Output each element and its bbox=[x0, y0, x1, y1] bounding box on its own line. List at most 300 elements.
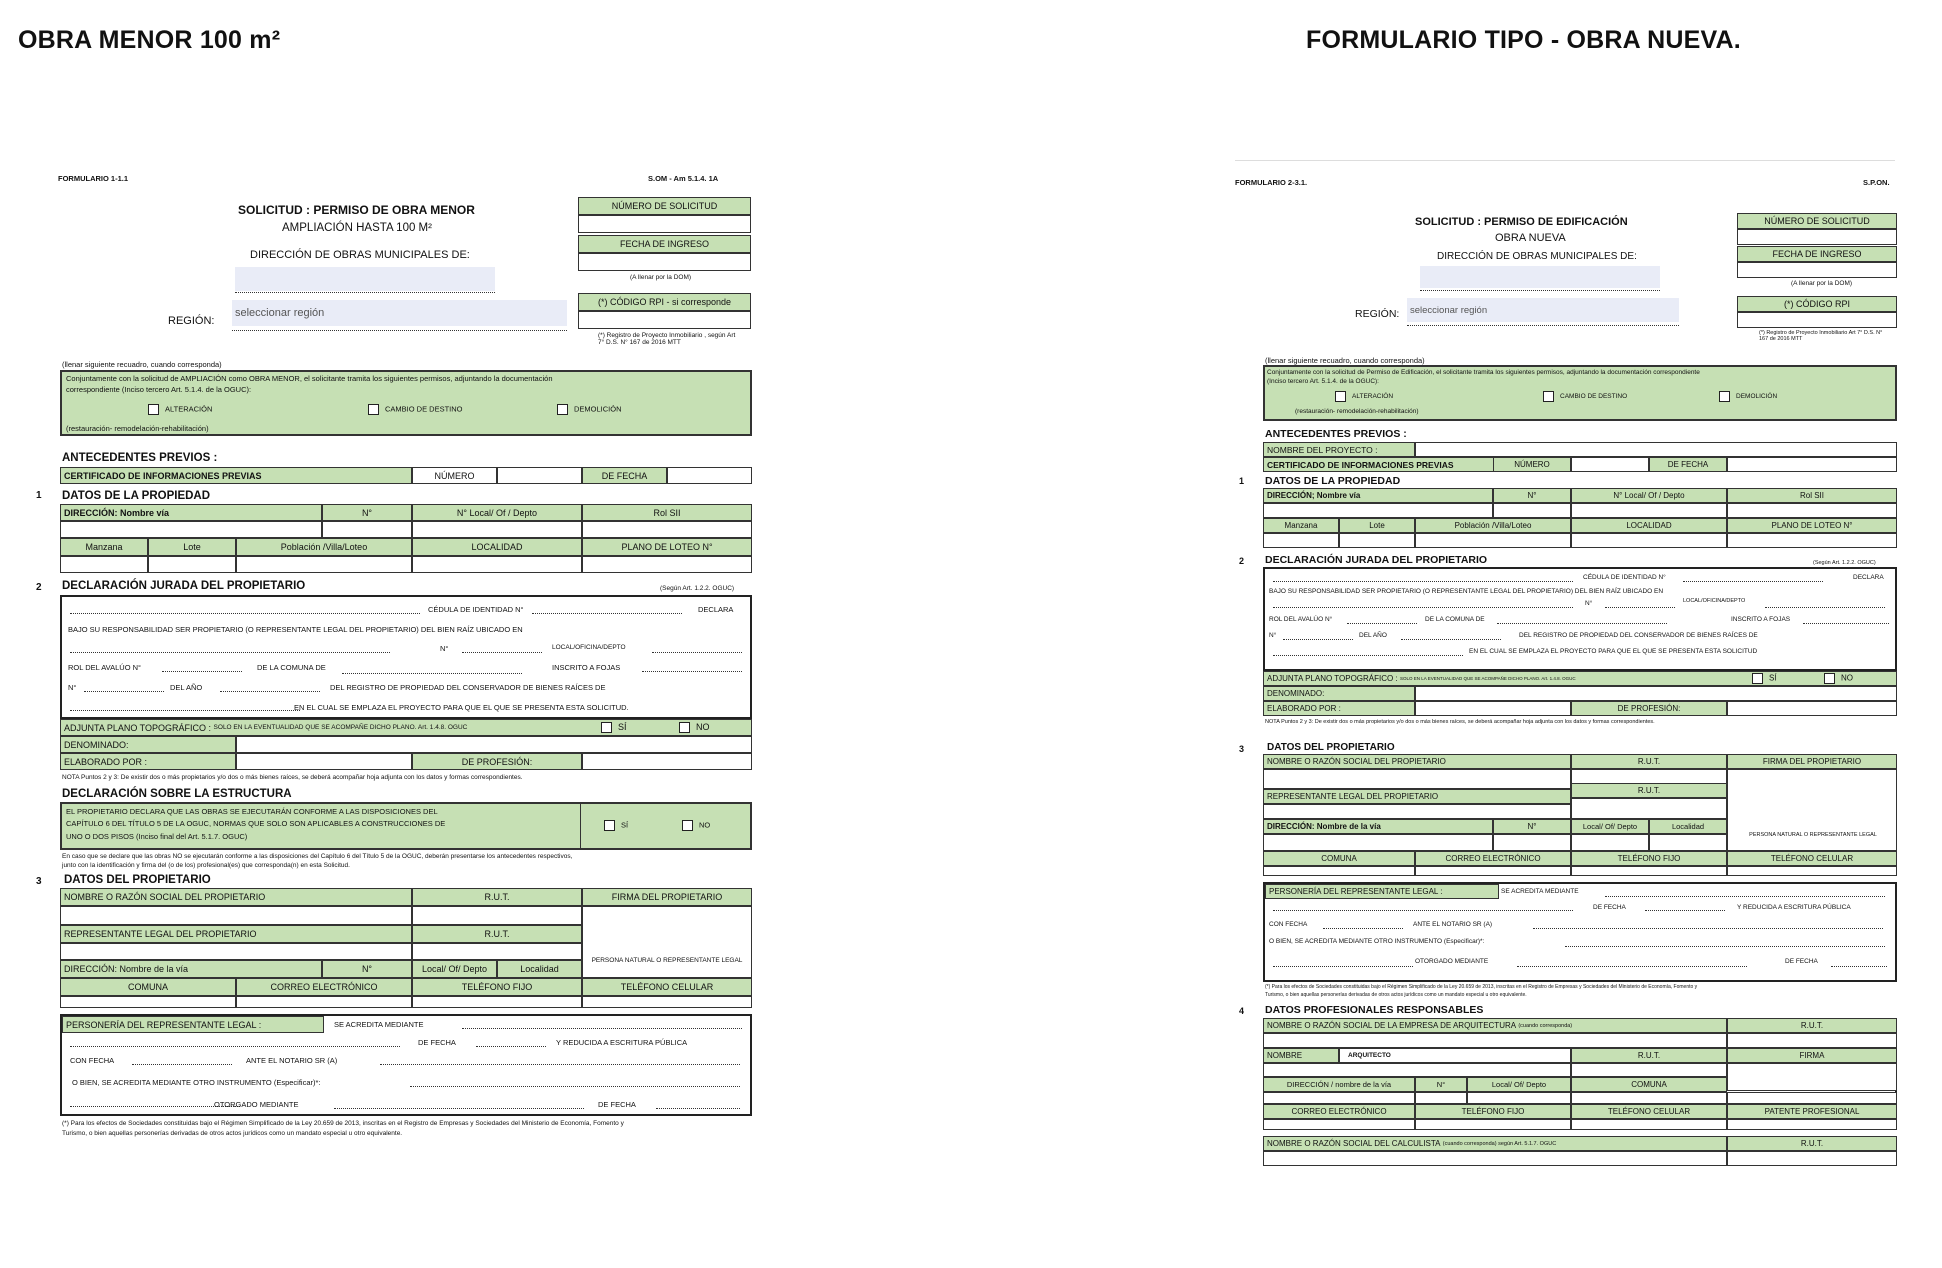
localidad-label: LOCALIDAD bbox=[412, 538, 582, 556]
profesion-label: DE PROFESIÓN: bbox=[412, 753, 582, 770]
numero-solicitud-field[interactable] bbox=[1737, 229, 1897, 245]
dj-name-line bbox=[70, 613, 420, 614]
profesion-field[interactable] bbox=[582, 753, 752, 770]
llenar-dom-note: (A llenar por la DOM) bbox=[630, 274, 692, 281]
form-subtitle: AMPLIACIÓN HASTA 100 M² bbox=[282, 222, 432, 234]
dj-n-label: N° bbox=[1585, 600, 1593, 607]
dj-anio-label: DEL AÑO bbox=[170, 683, 203, 692]
plano-loteo-label: PLANO DE LOTEO N° bbox=[1727, 518, 1897, 533]
restauracion-note: (restauración- remodelación-rehabilitación) bbox=[1295, 408, 1419, 415]
fono-fijo-field[interactable] bbox=[1571, 866, 1727, 876]
dir2-field[interactable] bbox=[1263, 1092, 1415, 1104]
rol-field[interactable] bbox=[582, 521, 752, 538]
dj-anio-line bbox=[1401, 639, 1501, 640]
nombre-razon-field[interactable] bbox=[60, 906, 412, 925]
dir-via-label: DIRECCIÓN: Nombre de la vía bbox=[1263, 819, 1493, 834]
dj-responsabilidad: BAJO SU RESPONSABILIDAD SER PROPIETARIO (O REPRESENTANTE LEGAL DEL PROPIETARIO) DEL BIEN RAÍZ UBICADO EN bbox=[1269, 588, 1664, 595]
segun-note: (Según Art. 1.2.2. OGUC) bbox=[660, 585, 735, 592]
acredita-line bbox=[1605, 896, 1885, 897]
section-4-heading: DATOS PROFESIONALES RESPONSABLES bbox=[1265, 1004, 1484, 1016]
empresa-cuando: (cuando corresponda) bbox=[1518, 1022, 1573, 1029]
permisos-text: Conjuntamente con la solicitud de AMPLIACIÓN como OBRA MENOR, el solicitante tramita los siguientes permisos, adjuntando la documentación bbox=[66, 374, 553, 383]
comuna-field[interactable] bbox=[60, 996, 236, 1008]
correo-label: CORREO ELECTRÓNICO bbox=[236, 978, 412, 996]
localidad-field[interactable] bbox=[412, 556, 582, 573]
dj-name-line bbox=[1273, 581, 1573, 582]
segun-note: (Según Art. 1.2.2. OGUC) bbox=[1813, 560, 1876, 566]
form-ref: S.OM - Am 5.1.4. 1A bbox=[648, 174, 719, 183]
fono-cel-field[interactable] bbox=[1727, 866, 1897, 876]
dir-n-field[interactable] bbox=[1493, 834, 1571, 851]
otorgado-fecha-line bbox=[656, 1108, 740, 1109]
plano-loteo-label: PLANO DE LOTEO N° bbox=[582, 538, 752, 556]
profesion-field[interactable] bbox=[1727, 701, 1897, 716]
notario-line bbox=[380, 1064, 740, 1065]
dir2-label: DIRECCIÓN / nombre de la vía bbox=[1263, 1077, 1415, 1092]
cambio-destino-checkbox[interactable] bbox=[368, 404, 379, 415]
acredita-line-2 bbox=[1273, 910, 1573, 911]
codigo-rpi-label: (*) CÓDIGO RPI - si corresponde bbox=[578, 293, 751, 311]
dj-n2-label: N° bbox=[68, 683, 77, 692]
dj-fojas-label: INSCRITO A FOJAS bbox=[1731, 616, 1791, 623]
poblacion-field[interactable] bbox=[236, 556, 412, 573]
personeria-fecha-line bbox=[476, 1046, 546, 1047]
rol-label: Rol SII bbox=[582, 504, 752, 521]
dir-via-field[interactable] bbox=[1263, 834, 1493, 851]
firma-label: FIRMA DEL PROPIETARIO bbox=[582, 888, 752, 906]
adjunta-no-option[interactable] bbox=[1824, 673, 1853, 684]
dir-via-label: DIRECCIÓN: Nombre de la vía bbox=[60, 960, 322, 978]
nota-23: NOTA Puntos 2 y 3: De existir dos o más propietarios y/o dos o más bienes raíces, se deberá acompañar hoja adjunta con los datos y formas correspondientes. bbox=[62, 774, 523, 781]
firma-label: FIRMA DEL PROPIETARIO bbox=[1727, 754, 1897, 769]
lote-label: Lote bbox=[148, 538, 236, 556]
dj-responsabilidad: BAJO SU RESPONSABILIDAD SER PROPIETARIO (O REPRESENTANTE LEGAL DEL PROPIETARIO) DEL BIEN RAÍZ UBICADO EN bbox=[68, 625, 523, 634]
localidad-label: LOCALIDAD bbox=[1571, 518, 1727, 533]
dj-local-label: LOCAL/OFICINA/DEPTO bbox=[552, 644, 626, 651]
notario-label: ANTE EL NOTARIO SR (A) bbox=[1413, 921, 1493, 928]
section-3-heading: DATOS DEL PROPIETARIO bbox=[1267, 742, 1395, 753]
adjunta-no-checkbox[interactable] bbox=[679, 722, 690, 733]
section-4-number: 4 bbox=[1239, 1006, 1245, 1016]
dir-localidad-label: Localidad bbox=[497, 960, 582, 978]
poblacion-label: Población /Villa/Loteo bbox=[236, 538, 412, 556]
codigo-rpi-field[interactable] bbox=[578, 311, 751, 329]
estructura-line-3: UNO O DOS PISOS (Inciso final del Art. 5.1.7. OGUC) bbox=[66, 832, 248, 841]
firma-field[interactable] bbox=[582, 906, 752, 978]
form-subtitle: OBRA NUEVA bbox=[1495, 232, 1566, 244]
adjunta-no-checkbox[interactable] bbox=[1824, 673, 1835, 684]
calculista-rut-label: R.U.T. bbox=[1727, 1136, 1897, 1151]
empresa-label bbox=[1263, 1018, 1727, 1033]
form-ref: S.P.ON. bbox=[1863, 178, 1890, 187]
alteracion-checkbox[interactable] bbox=[1335, 391, 1346, 402]
numero-solicitud-field[interactable] bbox=[578, 215, 751, 233]
region-select[interactable]: seleccionar región bbox=[1407, 298, 1679, 322]
estructura-note-1: En caso que se declare que las obras NO se ejecutarán conforme a las disposiciones del Capítulo 6 del Título 5 de la OGUC, deberán presentarse los antecedentes respectivos, bbox=[62, 853, 573, 860]
denominado-label: DENOMINADO: bbox=[60, 736, 236, 753]
section-2-number: 2 bbox=[1239, 556, 1245, 566]
denominado-field[interactable] bbox=[236, 736, 752, 753]
dj-n-line bbox=[1605, 607, 1675, 608]
fono-cel-label: TELÉFONO CELULAR bbox=[582, 978, 752, 996]
dj-address-line bbox=[70, 652, 390, 653]
estructura-no-checkbox[interactable] bbox=[682, 820, 693, 831]
declaracion-box bbox=[60, 595, 752, 719]
dj-local-label: LOCAL/OFICINA/DEPTO bbox=[1683, 598, 1746, 604]
numero-solicitud-label: NÚMERO DE SOLICITUD bbox=[578, 197, 751, 215]
rep-rut-field[interactable] bbox=[412, 943, 582, 960]
arq-correo-field[interactable] bbox=[1263, 1119, 1415, 1130]
antecedentes-heading: ANTECEDENTES PREVIOS : bbox=[1265, 428, 1407, 440]
dir2-local-field[interactable] bbox=[1467, 1092, 1571, 1104]
adjunta-si-option[interactable] bbox=[601, 722, 627, 733]
profesion-label: DE PROFESIÓN: bbox=[1571, 701, 1727, 716]
dir-local-label: Local/ Of/ Depto bbox=[1571, 819, 1649, 834]
arq-fono-fijo-label: TELÉFONO FIJO bbox=[1415, 1104, 1571, 1119]
dj-cedula-line bbox=[1683, 581, 1823, 582]
estructura-no-label: NO bbox=[699, 820, 711, 830]
estructura-si-checkbox[interactable] bbox=[604, 820, 615, 831]
cip-fecha-label: DE FECHA bbox=[582, 467, 667, 484]
dj-comuna-line bbox=[1497, 623, 1667, 624]
manzana-field[interactable] bbox=[60, 556, 148, 573]
form-title: SOLICITUD : PERMISO DE EDIFICACIÓN bbox=[1415, 216, 1628, 228]
region-label: REGIÓN: bbox=[168, 315, 215, 327]
dj-n2-label: N° bbox=[1269, 632, 1277, 639]
denominado-label: DENOMINADO: bbox=[1263, 686, 1415, 701]
dir2-local-label: Local/ Of/ Depto bbox=[1467, 1077, 1571, 1092]
dir2-n-label: N° bbox=[1415, 1077, 1467, 1092]
form-code: FORMULARIO 2-3.1. bbox=[1235, 178, 1308, 187]
adjunta-no-option[interactable] bbox=[679, 722, 710, 733]
demolicion-option[interactable] bbox=[557, 404, 622, 415]
footnote-1: (*) Para los efectos de Sociedades constituidas bajo el Régimen Simplificado de la Ley 20.659 de 2013, inscritas en el Registro de Empresas y Sociedades del Ministerio de Economía, Fomento y bbox=[1265, 984, 1698, 990]
adjunta-no-label: NO bbox=[1841, 673, 1853, 683]
dir-local-field[interactable] bbox=[1571, 834, 1649, 851]
permisos-text-2: correspondiente (Inciso tercero Art. 5.1.4. de la OGUC): bbox=[66, 385, 252, 394]
dom-underline bbox=[235, 292, 495, 293]
con-fecha-line bbox=[132, 1064, 232, 1065]
left-form bbox=[0, 170, 800, 1230]
adjunta-plano-note: SOLO EN LA EVENTUALIDAD QUE SE ACOMPAÑE DICHO PLANO. Art. 1.4.8. OGUC bbox=[213, 724, 468, 731]
dj-fojas-line bbox=[1803, 623, 1889, 624]
llenar-dom-note: (A llenar por la DOM) bbox=[1791, 280, 1853, 287]
calculista-field[interactable] bbox=[1263, 1151, 1727, 1166]
dom-label: DIRECCIÓN DE OBRAS MUNICIPALES DE: bbox=[1437, 251, 1637, 262]
firma-field[interactable] bbox=[1727, 769, 1897, 851]
estructura-divider bbox=[580, 804, 581, 850]
antecedentes-heading: ANTECEDENTES PREVIOS : bbox=[62, 452, 218, 464]
local-field[interactable] bbox=[412, 521, 582, 538]
section-1-number: 1 bbox=[1239, 476, 1245, 486]
arq-firma-field[interactable] bbox=[1727, 1063, 1897, 1091]
cip-fecha-label: DE FECHA bbox=[1649, 457, 1727, 472]
llenar-recuadro: (llenar siguiente recuadro, cuando corresponda) bbox=[1265, 356, 1425, 365]
acredita-line bbox=[462, 1028, 742, 1029]
section-3-heading: DATOS DEL PROPIETARIO bbox=[64, 874, 211, 886]
dj-anio-line bbox=[220, 691, 320, 692]
adjunta-plano-row bbox=[60, 719, 752, 736]
form-title: SOLICITUD : PERMISO DE OBRA MENOR bbox=[238, 203, 475, 217]
fono-fijo-field[interactable] bbox=[412, 996, 582, 1008]
dir-local-label: Local/ Of/ Depto bbox=[412, 960, 497, 978]
personeria-fecha-label: DE FECHA bbox=[1593, 904, 1626, 911]
dj-declara: DECLARA bbox=[1853, 574, 1884, 581]
cambio-destino-option[interactable] bbox=[1543, 391, 1627, 402]
cip-numero-label: NÚMERO bbox=[1493, 457, 1571, 472]
permisos-box bbox=[60, 370, 752, 436]
patente-label: PATENTE PROFESIONAL bbox=[1727, 1104, 1897, 1119]
rol-field[interactable] bbox=[1727, 503, 1897, 518]
alteracion-label: ALTERACIÓN bbox=[165, 404, 213, 414]
calculista-rut-field[interactable] bbox=[1727, 1151, 1897, 1166]
manzana-label: Manzana bbox=[60, 538, 148, 556]
codigo-rpi-field[interactable] bbox=[1737, 312, 1897, 328]
dom-input[interactable] bbox=[1420, 266, 1660, 288]
dj-declara: DECLARA bbox=[698, 605, 734, 614]
reducida-label: Y REDUCIDA A ESCRITURA PÚBLICA bbox=[1737, 904, 1851, 911]
dj-cedula-label: CÉDULA DE IDENTIDAD N° bbox=[1583, 574, 1666, 581]
fono-fijo-label: TELÉFONO FIJO bbox=[412, 978, 582, 996]
localidad-field[interactable] bbox=[1571, 533, 1727, 548]
numero-field[interactable] bbox=[322, 521, 412, 538]
nombre-razon-field[interactable] bbox=[1263, 769, 1571, 789]
adjunta-si-checkbox[interactable] bbox=[601, 722, 612, 733]
denominado-field[interactable] bbox=[1415, 686, 1897, 701]
fecha-ingreso-label: FECHA DE INGRESO bbox=[578, 235, 751, 253]
cambio-destino-checkbox[interactable] bbox=[1543, 391, 1554, 402]
cip-numero-field[interactable] bbox=[1571, 457, 1649, 472]
dj-comuna-line bbox=[342, 673, 522, 674]
fono-fijo-label: TELÉFONO FIJO bbox=[1571, 851, 1727, 866]
rut-label: R.U.T. bbox=[1571, 754, 1727, 769]
dir-localidad-label: Localidad bbox=[1649, 819, 1727, 834]
personeria-label: PERSONERÍA DEL REPRESENTANTE LEGAL : bbox=[62, 1016, 324, 1033]
local-label: N° Local/ Of / Depto bbox=[1571, 488, 1727, 503]
numero-field[interactable] bbox=[1493, 503, 1571, 518]
cambio-destino-option[interactable] bbox=[368, 404, 463, 415]
dj-rol-line bbox=[162, 671, 242, 672]
dir2-n-field[interactable] bbox=[1415, 1092, 1467, 1104]
rep-rut-label: R.U.T. bbox=[412, 925, 582, 943]
dir-n-label: N° bbox=[322, 960, 412, 978]
demolicion-label: DEMOLICIÓN bbox=[574, 404, 622, 414]
adjunta-no-label: NO bbox=[696, 721, 710, 732]
acredita-line-2 bbox=[70, 1046, 400, 1047]
dj-conservador-line bbox=[1273, 655, 1463, 656]
codigo-rpi-label: (*) CÓDIGO RPI bbox=[1737, 296, 1897, 312]
dj-rol-label: ROL DEL AVALÚO N° bbox=[68, 663, 142, 672]
dj-rol-label: ROL DEL AVALÚO N° bbox=[1269, 616, 1333, 623]
arq-rut-label: R.U.T. bbox=[1571, 1048, 1727, 1063]
poblacion-label: Población /Villa/Loteo bbox=[1415, 518, 1571, 533]
alteracion-option[interactable] bbox=[148, 404, 212, 415]
footnote-1: (*) Para los efectos de Sociedades constituidas bajo el Régimen Simplificado de la Ley 20.659 de 2013, inscritas en el Registro de Empresas y Sociedades del Ministerio de Economía, Fomento y bbox=[62, 1120, 624, 1127]
lote-field[interactable] bbox=[1339, 533, 1415, 548]
rpi-note: (*) Registro de Proyecto Inmobiliario Art 7° D.S. N° 167 de 2016 MTT bbox=[1759, 330, 1883, 342]
otorgado-line bbox=[334, 1108, 584, 1109]
otorgado-label: OTORGADO MEDIANTE bbox=[214, 1100, 299, 1109]
personeria-label: PERSONERÍA DEL REPRESENTANTE LEGAL : bbox=[1265, 884, 1499, 899]
otro-instrumento-label: O BIEN, SE ACREDITA MEDIANTE OTRO INSTRUMENTO (Especificar)*: bbox=[1269, 938, 1485, 945]
otorgado-line bbox=[1517, 966, 1747, 967]
footnote-2: Turismo, o bien aquellas personerías derivadas de otros actos jurídicos como un mandato especial u otro equivalente. bbox=[62, 1130, 403, 1137]
rep-legal-field[interactable] bbox=[60, 943, 412, 960]
dir-localidad-field[interactable] bbox=[1649, 834, 1727, 851]
dir2-comuna-label: COMUNA bbox=[1571, 1077, 1727, 1092]
cambio-destino-label: CAMBIO DE DESTINO bbox=[1560, 393, 1628, 401]
acredita-label: SE ACREDITA MEDIANTE bbox=[1501, 888, 1579, 895]
declaracion-box bbox=[1263, 567, 1897, 671]
otorgado-fecha-line bbox=[1831, 966, 1887, 967]
demolicion-checkbox[interactable] bbox=[557, 404, 568, 415]
patente-field[interactable] bbox=[1727, 1119, 1897, 1130]
demolicion-label: DEMOLICIÓN bbox=[1736, 393, 1778, 401]
dj-local-line bbox=[1765, 607, 1885, 608]
dj-emplaza: EN EL CUAL SE EMPLAZA EL PROYECTO PARA QUE EL QUE SE PRESENTA ESTA SOLICITUD bbox=[1469, 648, 1758, 655]
comuna-label: COMUNA bbox=[60, 978, 236, 996]
arq-fono-fijo-field[interactable] bbox=[1415, 1119, 1571, 1130]
empresa-rut-label: R.U.T. bbox=[1727, 1018, 1897, 1033]
demolicion-option[interactable] bbox=[1719, 391, 1777, 402]
dir2-extra-field[interactable] bbox=[1727, 1092, 1897, 1104]
adjunta-plano-label: ADJUNTA PLANO TOPOGRÁFICO : bbox=[1267, 674, 1398, 683]
dj-fojas-label: INSCRITO A FOJAS bbox=[552, 663, 621, 672]
arquitecto-label: ARQUITECTO bbox=[1339, 1048, 1571, 1063]
cip-fecha-field[interactable] bbox=[667, 467, 752, 484]
region-underline bbox=[1407, 325, 1679, 326]
rep-rut-label: R.U.T. bbox=[1571, 783, 1727, 798]
persona-natural-note: PERSONA NATURAL O REPRESENTANTE LEGAL bbox=[1749, 832, 1877, 838]
dj-n2-line bbox=[84, 691, 164, 692]
nombre-proyecto-field[interactable] bbox=[1415, 442, 1897, 457]
fecha-ingreso-field[interactable] bbox=[1737, 262, 1897, 278]
dj-n-line bbox=[462, 652, 542, 653]
section-3-number: 3 bbox=[36, 876, 42, 887]
arq-rut-field[interactable] bbox=[1571, 1063, 1727, 1077]
rep-legal-field[interactable] bbox=[1263, 804, 1571, 819]
dom-underline bbox=[1420, 290, 1660, 291]
manzana-field[interactable] bbox=[1263, 533, 1339, 548]
fecha-ingreso-field[interactable] bbox=[578, 253, 751, 271]
empresa-field[interactable] bbox=[1263, 1033, 1727, 1048]
nombre-proyecto-label: NOMBRE DEL PROYECTO : bbox=[1263, 442, 1415, 457]
dj-address-line bbox=[1273, 607, 1573, 608]
dom-label: DIRECCIÓN DE OBRAS MUNICIPALES DE: bbox=[250, 249, 470, 261]
fecha-ingreso-label: FECHA DE INGRESO bbox=[1737, 246, 1897, 262]
adjunta-si-option[interactable] bbox=[1752, 673, 1777, 684]
plano-loteo-field[interactable] bbox=[582, 556, 752, 573]
calculista-label bbox=[1263, 1136, 1727, 1151]
estructura-box bbox=[60, 802, 752, 850]
demolicion-checkbox[interactable] bbox=[1719, 391, 1730, 402]
calculista-label-text: NOMBRE O RAZÓN SOCIAL DEL CALCULISTA bbox=[1267, 1139, 1441, 1148]
adjunta-si-label: SÍ bbox=[618, 721, 627, 732]
dj-registro-label: DEL REGISTRO DE PROPIEDAD DEL CONSERVADOR DE BIENES RAÍCES DE bbox=[1519, 632, 1758, 639]
empresa-label-text: NOMBRE O RAZÓN SOCIAL DE LA EMPRESA DE ARQUITECTURA bbox=[1267, 1021, 1517, 1030]
manzana-label: Manzana bbox=[1263, 518, 1339, 533]
dj-registro-label: DEL REGISTRO DE PROPIEDAD DEL CONSERVADOR DE BIENES RAÍCES DE bbox=[330, 683, 606, 692]
region-label: REGIÓN: bbox=[1355, 308, 1400, 320]
rep-rut-field[interactable] bbox=[1571, 798, 1727, 819]
estructura-no-option[interactable] bbox=[682, 820, 710, 831]
alteracion-checkbox[interactable] bbox=[148, 404, 159, 415]
dj-n-label: N° bbox=[440, 644, 449, 653]
estructura-si-label: SÍ bbox=[621, 820, 629, 830]
estructura-note-2: junto con la identificación y firma del (o de los) profesional(es) que corresponda(n) en esta Solicitud. bbox=[62, 862, 350, 869]
lote-field[interactable] bbox=[148, 556, 236, 573]
poblacion-field[interactable] bbox=[1415, 533, 1571, 548]
numero-label: N° bbox=[322, 504, 412, 521]
dj-rol-line bbox=[1347, 623, 1417, 624]
adjunta-plano-note: SOLO EN LA EVENTUALIDAD QUE SE ACOMPAÑE DICHO PLANO. Art. 1.4.8. OGUC bbox=[1399, 676, 1576, 681]
estructura-heading: DECLARACIÓN SOBRE LA ESTRUCTURA bbox=[62, 788, 292, 800]
adjunta-plano-row bbox=[1263, 671, 1897, 686]
comuna-field[interactable] bbox=[1263, 866, 1415, 876]
rut-field[interactable] bbox=[412, 906, 582, 925]
cip-numero-label: NÚMERO bbox=[412, 467, 497, 484]
adjunta-si-label: SÍ bbox=[1769, 673, 1777, 683]
fono-cel-field[interactable] bbox=[582, 996, 752, 1008]
con-fecha-label: CON FECHA bbox=[70, 1056, 115, 1065]
plano-loteo-field[interactable] bbox=[1727, 533, 1897, 548]
cip-label: CERTIFICADO DE INFORMACIONES PREVIAS bbox=[60, 467, 412, 484]
acredita-label: SE ACREDITA MEDIANTE bbox=[334, 1020, 424, 1029]
local-field[interactable] bbox=[1571, 503, 1727, 518]
correo-field[interactable] bbox=[236, 996, 412, 1008]
alteracion-label: ALTERACIÓN bbox=[1352, 393, 1394, 401]
right-form bbox=[1235, 170, 1940, 1250]
form-code: FORMULARIO 1-1.1 bbox=[58, 174, 129, 183]
cip-numero-field[interactable] bbox=[497, 467, 582, 484]
region-select[interactable]: seleccionar región bbox=[232, 300, 567, 326]
section-2-heading: DECLARACIÓN JURADA DEL PROPIETARIO bbox=[1265, 554, 1488, 566]
direccion-field[interactable] bbox=[1263, 503, 1493, 518]
otro-instrumento-line bbox=[1565, 946, 1885, 947]
estructura-si-option[interactable] bbox=[604, 820, 628, 831]
section-2-heading: DECLARACIÓN JURADA DEL PROPIETARIO bbox=[62, 580, 306, 592]
arq-fono-cel-field[interactable] bbox=[1571, 1119, 1727, 1130]
permisos-text-2: (Inciso tercero Art. 5.1.4. de la OGUC): bbox=[1267, 378, 1379, 385]
comuna-label: COMUNA bbox=[1263, 851, 1415, 866]
restauracion-note: (restauración- remodelación-rehabilitación) bbox=[66, 424, 209, 433]
local-label: N° Local/ Of / Depto bbox=[412, 504, 582, 521]
correo-field[interactable] bbox=[1415, 866, 1571, 876]
footnote-2: Turismo, o bien aquellas personerías derivadas de otros actos jurídicos como un mandato especial u otro equivalente. bbox=[1265, 992, 1527, 998]
elaborado-field[interactable] bbox=[236, 753, 412, 770]
notario-line bbox=[1533, 928, 1883, 929]
arq-nombre-field[interactable] bbox=[1263, 1063, 1571, 1077]
elaborado-field[interactable] bbox=[1415, 701, 1571, 716]
elaborado-label: ELABORADO POR : bbox=[60, 753, 236, 770]
direccion-label: DIRECCIÓN: Nombre vía bbox=[60, 504, 322, 521]
left-page-title: OBRA MENOR 100 m² bbox=[18, 26, 281, 54]
direccion-field[interactable] bbox=[60, 521, 322, 538]
section-3-number: 3 bbox=[1239, 744, 1245, 754]
adjunta-plano-label: ADJUNTA PLANO TOPOGRÁFICO : bbox=[64, 722, 212, 733]
alteracion-option[interactable] bbox=[1335, 391, 1393, 402]
dir2-comuna-field[interactable] bbox=[1571, 1092, 1727, 1104]
nota-23: NOTA Puntos 2 y 3: De existir dos o más propietarios y/o dos o más bienes raíces, se deberá acompañar hoja adjunta con los datos y formas correspondientes. bbox=[1265, 719, 1655, 725]
permisos-box bbox=[1263, 365, 1897, 421]
dom-input[interactable] bbox=[235, 267, 495, 291]
empresa-rut-field[interactable] bbox=[1727, 1033, 1897, 1048]
cip-fecha-field[interactable] bbox=[1727, 457, 1897, 472]
dj-cedula-line bbox=[532, 613, 682, 614]
adjunta-si-checkbox[interactable] bbox=[1752, 673, 1763, 684]
reducida-label: Y REDUCIDA A ESCRITURA PÚBLICA bbox=[556, 1038, 688, 1047]
top-rule bbox=[1235, 160, 1895, 161]
